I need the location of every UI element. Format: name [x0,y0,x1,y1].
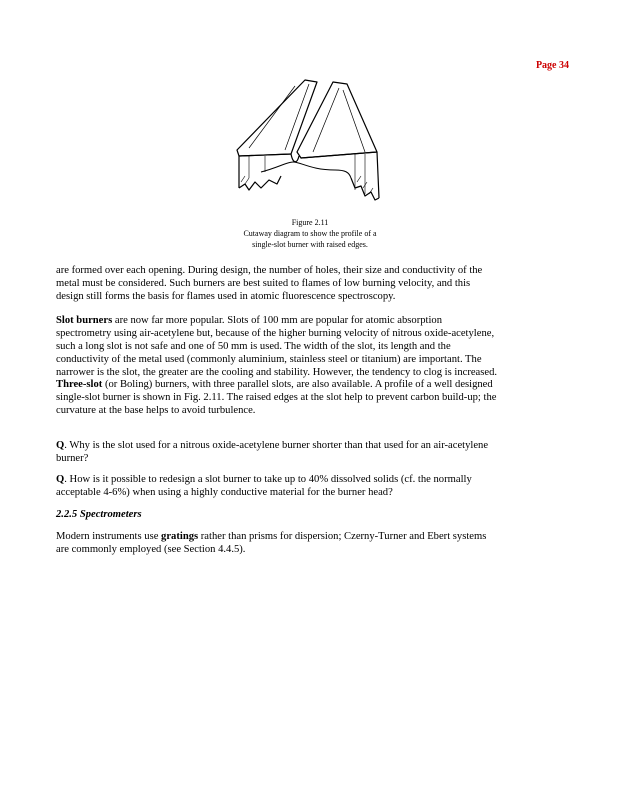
text-line: curvature at the base helps to avoid turbulence. [56,404,256,416]
text-line: such a long slot is not safe and one of 50 mm is used. The width of the slot, its length and the [56,340,451,352]
question-label: Q [56,439,65,451]
page-number: Page 34 [535,60,569,71]
text-line: acceptable 4-6%) when using a highly conductive material for the burner head? [56,487,393,499]
body-text [56,265,566,556]
caption-line-1: Cutaway diagram to show the profile of a [243,229,377,238]
text-line: Modern instruments use [56,530,162,542]
text-line: narrower is the slot, the greater are the cooling and stability. However, the tendency to clog is increased. [56,366,498,378]
term-gratings: gratings [161,530,199,542]
text-line: metal must be considered. Such burners are best suited to flames of low burning velocity, and this [56,277,471,289]
paragraph-slot-burners [56,315,566,417]
term-slot-burners: Slot burners [56,315,113,327]
curved-base [261,162,351,178]
text-line: conductivity of the metal used (commonly aluminium, stainless steel or titanium) are important. The [56,353,482,365]
text-line: spectrometry using air-acetylene but, because of the higher burning velocity of nitrous oxide-acetylene, [56,328,495,340]
text-line: are formed over each opening. During design, the number of holes, their size and conductivity of the [56,265,483,276]
cut-edge [239,176,379,200]
text-line: design still forms the basis for flames used in atomic fluorescence spectroscopy. [56,290,396,302]
question-label: Q [56,474,65,486]
paragraph-spectrometers [56,531,566,557]
burner-body [239,152,379,198]
slot-groove [291,154,299,162]
question-2 [56,474,566,500]
paragraph-burners [56,265,566,303]
left-lip [237,80,317,156]
text-line: rather than prisms for dispersion; Czerny-Turner and Ebert systems [198,530,487,542]
text-line: . Why is the slot used for a nitrous oxide-acetylene burner shorter than that used for an air-acetylene [64,439,489,451]
figure-label: Figure 2.11 [291,218,329,227]
text-line: are commonly employed (see Section 4.4.5). [56,543,246,555]
text-line: are now far more popular. Slots of 100 mm are popular for atomic absorption [112,315,443,327]
caption-line-2: single-slot burner with raised edges. [252,240,368,249]
burner-cutaway-figure [225,72,395,212]
figure-caption [200,217,420,250]
term-three-slot: Three-slot [56,379,103,391]
text-line: (or Boling) burners, with three parallel slots, are also available. A profile of a well designed [102,379,493,391]
text-line: . How is it possible to redesign a slot burner to take up to 40% dissolved solids (cf. the normally [64,474,472,486]
text-line: single-slot burner is shown in Fig. 2.11. The raised edges at the slot help to prevent carbon build-up; the [56,392,497,404]
section-heading: 2.2.5 Spectrometers [56,508,142,520]
question-1 [56,440,566,466]
text-line: burner? [56,452,89,464]
